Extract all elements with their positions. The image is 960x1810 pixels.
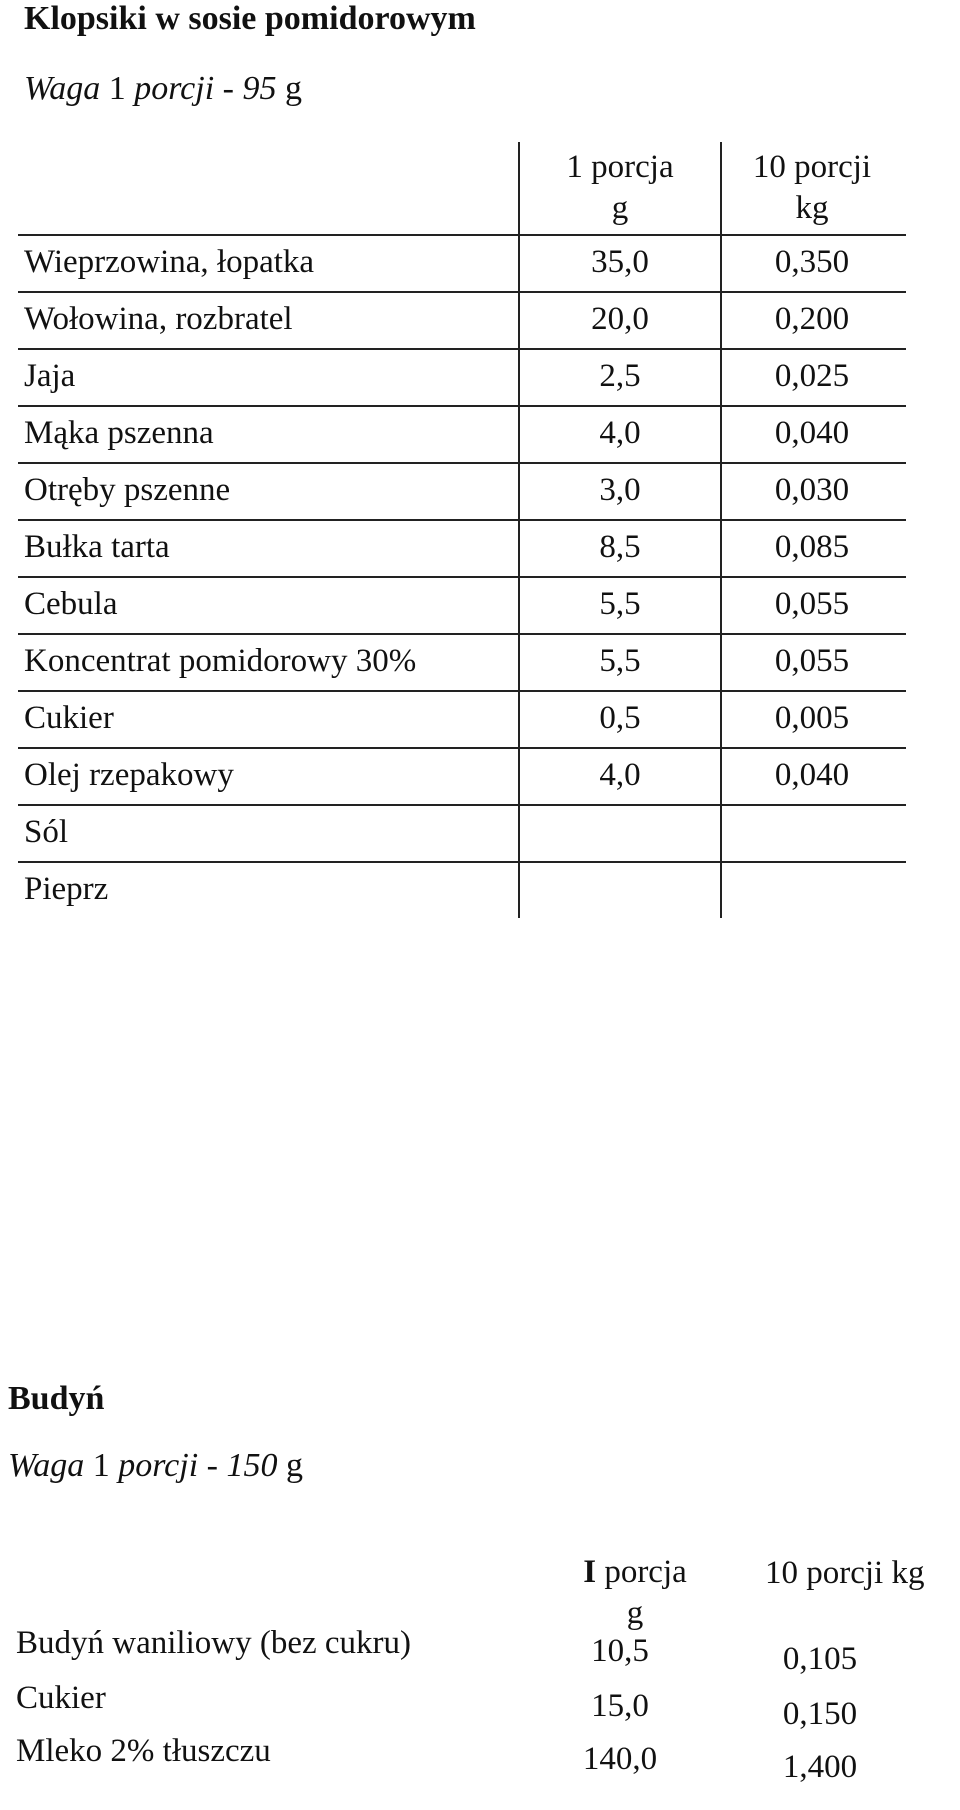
table-divider <box>518 690 520 747</box>
recipe-2-portion-weight: Waga 1 porcji - 150 g <box>8 1447 303 1484</box>
column-header-ten-portions: 10 porcji kg <box>765 1555 925 1591</box>
ingredient-name: Pieprz <box>24 871 109 907</box>
ten-portions-amount: 0,200 <box>774 301 850 337</box>
ten-portions-amount: 0,105 <box>782 1641 858 1677</box>
table-divider <box>518 576 520 633</box>
portion-amount: 2,5 <box>599 358 641 394</box>
ingredient-name: Sól <box>24 814 69 850</box>
table-divider <box>720 804 722 861</box>
ingredient-name: Wołowina, rozbratel <box>24 301 293 337</box>
table-divider <box>518 234 520 291</box>
table-divider <box>518 405 520 462</box>
table-divider <box>720 861 722 918</box>
ingredient-name: Koncentrat pomidorowy 30% <box>24 643 417 679</box>
table-divider <box>518 861 520 918</box>
table-rule <box>18 291 906 293</box>
recipe-1-title: Klopsiki w sosie pomidorowym <box>24 0 476 37</box>
table-divider <box>720 291 722 348</box>
portion-amount: 3,0 <box>599 472 641 508</box>
ingredient-name: Wieprzowina, łopatka <box>24 244 315 280</box>
table-divider <box>720 462 722 519</box>
table-divider <box>720 690 722 747</box>
ingredient-name: Mleko 2% tłuszczu <box>16 1733 271 1769</box>
recipe-2-title: Budyń <box>8 1380 105 1417</box>
ten-portions-amount: 0,005 <box>774 700 850 736</box>
portion-amount: 4,0 <box>599 757 641 793</box>
ten-portions-amount: 0,085 <box>774 529 850 565</box>
table-divider <box>720 747 722 804</box>
ten-portions-amount: 0,055 <box>774 643 850 679</box>
portion-amount: 4,0 <box>599 415 641 451</box>
ingredient-name: Jaja <box>24 358 76 394</box>
portion-amount: 5,5 <box>599 643 641 679</box>
ten-portions-amount: 0,055 <box>774 586 850 622</box>
ingredient-name: Olej rzepakowy <box>24 757 234 793</box>
column-header-ten-portions: 10 porcji kg <box>752 149 872 226</box>
portion-amount: 15,0 <box>591 1688 649 1724</box>
table-rule <box>18 462 906 464</box>
ten-portions-amount: 0,150 <box>782 1696 858 1732</box>
ten-portions-amount: 1,400 <box>782 1749 858 1785</box>
portion-amount: 35,0 <box>591 244 649 280</box>
table-divider <box>720 576 722 633</box>
table-rule <box>18 747 906 749</box>
recipe-1-portion-weight: Waga 1 porcji - 95 g <box>24 70 302 107</box>
ingredient-name: Mąka pszenna <box>24 415 214 451</box>
table-rule <box>18 861 906 863</box>
ingredient-name: Otręby pszenne <box>24 472 231 508</box>
table-rule <box>18 633 906 635</box>
table-rule <box>18 690 906 692</box>
ten-portions-amount: 0,040 <box>774 415 850 451</box>
table-rule <box>18 348 906 350</box>
portion-amount: 140,0 <box>582 1741 658 1777</box>
ingredient-name: Cukier <box>24 700 114 736</box>
table-rule <box>18 804 906 806</box>
table-divider <box>518 633 520 690</box>
portion-amount: 10,5 <box>591 1633 649 1669</box>
table-rule <box>18 576 906 578</box>
table-divider <box>518 142 520 237</box>
table-divider <box>720 405 722 462</box>
table-divider <box>518 348 520 405</box>
ten-portions-amount: 0,030 <box>774 472 850 508</box>
ingredient-name: Budyń waniliowy (bez cukru) <box>16 1625 411 1661</box>
portion-amount: 5,5 <box>599 586 641 622</box>
table-divider <box>518 291 520 348</box>
column-header-one-portion: I porcja g <box>583 1554 687 1631</box>
table-divider <box>518 462 520 519</box>
ingredient-name: Cebula <box>24 586 118 622</box>
table-rule <box>18 234 906 236</box>
table-divider <box>518 747 520 804</box>
portion-amount: 8,5 <box>599 529 641 565</box>
table-rule <box>18 519 906 521</box>
ten-portions-amount: 0,025 <box>774 358 850 394</box>
column-header-one-portion: 1 porcja g <box>566 149 674 226</box>
ten-portions-amount: 0,040 <box>774 757 850 793</box>
table-divider <box>518 519 520 576</box>
table-divider <box>720 633 722 690</box>
ten-portions-amount: 0,350 <box>774 244 850 280</box>
table-divider <box>720 142 722 237</box>
portion-amount: 0,5 <box>599 700 641 736</box>
table-divider <box>720 234 722 291</box>
portion-amount: 20,0 <box>591 301 649 337</box>
table-rule <box>18 405 906 407</box>
table-divider <box>720 348 722 405</box>
ingredient-name: Cukier <box>16 1680 106 1716</box>
table-divider <box>720 519 722 576</box>
ingredient-name: Bułka tarta <box>24 529 170 565</box>
table-divider <box>518 804 520 861</box>
